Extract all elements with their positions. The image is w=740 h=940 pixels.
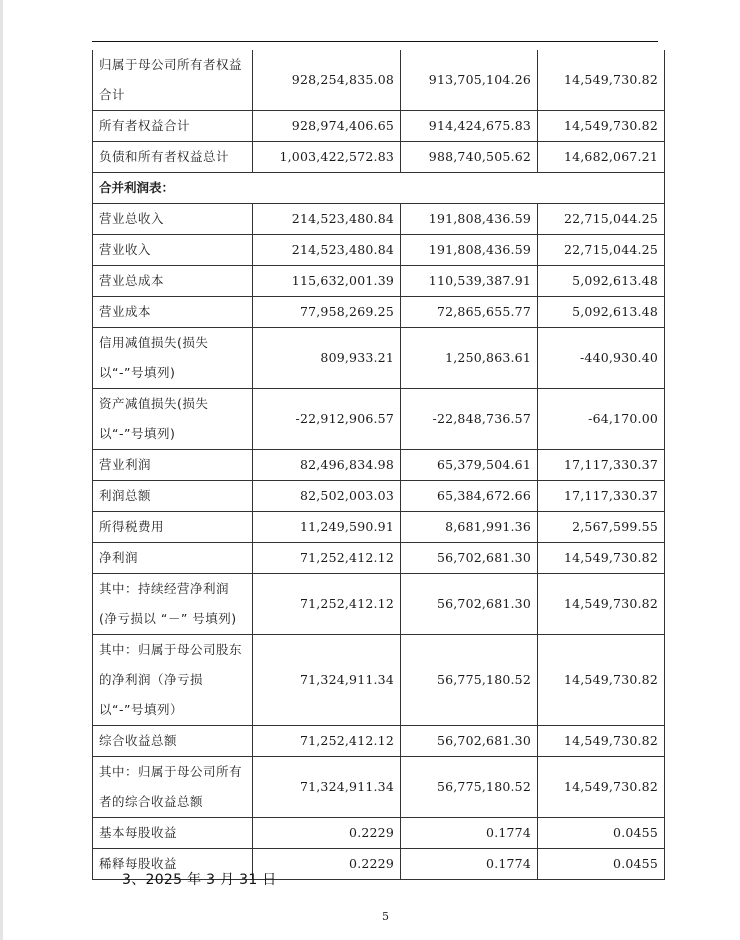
financial-table-container [92,50,665,880]
row-label: 其中：持续经营净利润(净亏损以 “－” 号填列) [93,574,253,635]
value-col-3: 14,549,730.82 [538,757,665,818]
value-col-3: 22,715,044.25 [538,204,665,235]
row-label: 营业收入 [93,235,253,266]
row-label: 净利润 [93,543,253,574]
value-col-1: 71,252,412.12 [253,574,401,635]
row-label: 归属于母公司所有者权益合计 [93,50,253,111]
table-row [93,574,665,635]
value-col-2: 0.1774 [401,849,538,880]
table-row-total-liabilities-equity [93,142,665,173]
value-col-1: 809,933.21 [253,328,401,389]
row-label: 稀释每股收益 [93,849,253,880]
value-col-3: 14,549,730.82 [538,635,665,726]
table-row [93,450,665,481]
table-row [93,757,665,818]
value-col-2: 65,384,672.66 [401,481,538,512]
value-col-3: -64,170.00 [538,389,665,450]
value-col-3: 17,117,330.37 [538,450,665,481]
table-row [93,328,665,389]
table-row-total-equity [93,111,665,142]
row-label: 其中：归属于母公司所有者的综合收益总额 [93,757,253,818]
value-col-2: 0.1774 [401,818,538,849]
value-col-1: 0.2229 [253,849,401,880]
table-row [93,543,665,574]
value-col-3: 17,117,330.37 [538,481,665,512]
value-col-1: 71,252,412.12 [253,543,401,574]
value-col-1: 82,502,003.03 [253,481,401,512]
value-col-3: 14,549,730.82 [538,111,665,142]
value-col-2: 191,808,436.59 [401,204,538,235]
value-col-2: 56,775,180.52 [401,757,538,818]
value-col-2: 913,705,104.26 [401,50,538,111]
page-header-rule [92,41,658,42]
table-row [93,297,665,328]
value-col-1: 928,974,406.65 [253,111,401,142]
row-label: 综合收益总额 [93,726,253,757]
value-col-3: 5,092,613.48 [538,266,665,297]
row-label: 资产减值损失(损失以“-”号填列) [93,389,253,450]
row-label: 负债和所有者权益总计 [93,142,253,173]
value-col-1: 11,249,590.91 [253,512,401,543]
value-col-1: 71,324,911.34 [253,635,401,726]
value-col-1: 77,958,269.25 [253,297,401,328]
value-col-2: 8,681,991.36 [401,512,538,543]
value-col-1: 214,523,480.84 [253,204,401,235]
value-col-1: -22,912,906.57 [253,389,401,450]
value-col-1: 71,252,412.12 [253,726,401,757]
value-col-2: 988,740,505.62 [401,142,538,173]
value-col-3: 14,549,730.82 [538,574,665,635]
value-col-2: 56,775,180.52 [401,635,538,726]
row-label: 基本每股收益 [93,818,253,849]
value-col-2: 72,865,655.77 [401,297,538,328]
table-row [93,204,665,235]
table-section-header-income-statement [93,173,665,204]
row-label: 所有者权益合计 [93,111,253,142]
row-label: 营业利润 [93,450,253,481]
value-col-3: -440,930.40 [538,328,665,389]
value-col-3: 0.0455 [538,849,665,880]
row-label: 其中：归属于母公司股东的净利润（净亏损以“-”号填列） [93,635,253,726]
row-label: 营业总成本 [93,266,253,297]
page-number: 5 [382,910,389,923]
value-col-1: 82,496,834.98 [253,450,401,481]
value-col-1: 0.2229 [253,818,401,849]
value-col-3: 14,549,730.82 [538,543,665,574]
table-row [93,635,665,726]
financial-statement-table [92,50,665,880]
value-col-3: 5,092,613.48 [538,297,665,328]
value-col-1: 1,003,422,572.83 [253,142,401,173]
value-col-1: 115,632,001.39 [253,266,401,297]
value-col-2: 56,702,681.30 [401,726,538,757]
value-col-3: 0.0455 [538,818,665,849]
value-col-1: 71,324,911.34 [253,757,401,818]
row-label: 营业总收入 [93,204,253,235]
row-label: 营业成本 [93,297,253,328]
value-col-2: 914,424,675.83 [401,111,538,142]
table-row [93,389,665,450]
value-col-2: 56,702,681.30 [401,574,538,635]
row-label: 所得税费用 [93,512,253,543]
value-col-2: -22,848,736.57 [401,389,538,450]
value-col-2: 110,539,387.91 [401,266,538,297]
value-col-2: 1,250,863.61 [401,328,538,389]
next-section-heading: 3、2025 年 3 月 31 日 [122,872,277,888]
value-col-3: 14,549,730.82 [538,726,665,757]
value-col-2: 56,702,681.30 [401,543,538,574]
value-col-3: 22,715,044.25 [538,235,665,266]
table-row-equity-attributable-parent [93,50,665,111]
value-col-3: 14,682,067.21 [538,142,665,173]
table-row [93,512,665,543]
table-row [93,818,665,849]
row-label: 信用减值损失(损失以“-”号填列) [93,328,253,389]
table-row [93,726,665,757]
value-col-1: 214,523,480.84 [253,235,401,266]
value-col-1: 928,254,835.08 [253,50,401,111]
section-title: 合并利润表： [93,173,665,204]
value-col-3: 14,549,730.82 [538,50,665,111]
value-col-2: 191,808,436.59 [401,235,538,266]
value-col-3: 2,567,599.55 [538,512,665,543]
value-col-2: 65,379,504.61 [401,450,538,481]
page-left-edge [0,0,3,940]
row-label: 利润总额 [93,481,253,512]
table-row [93,235,665,266]
table-row [93,481,665,512]
table-row [93,266,665,297]
